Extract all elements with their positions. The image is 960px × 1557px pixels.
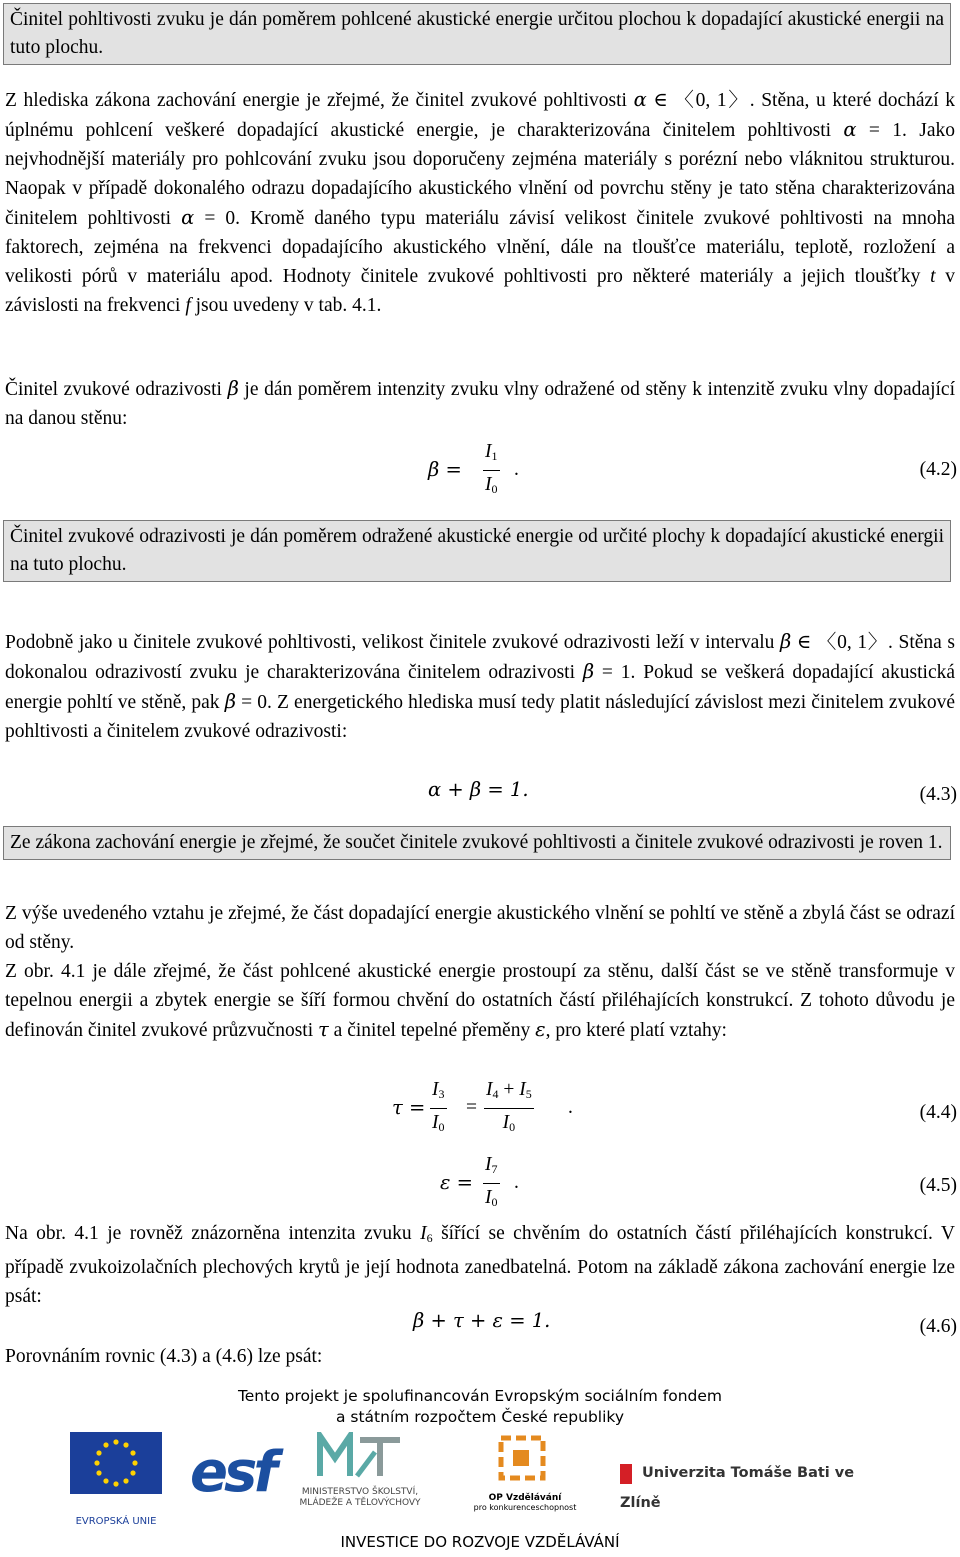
op-label-line2: pro konkurenceschopnost (473, 1503, 577, 1512)
paragraph-vibration: Na obr. 4.1 je rovněž znázorněna intenzita zvuku $I_6$ šířící se chvěním do ostatních částí přiléhajících konstrukcí. V případě zvukoizolačních plechových krytů je její hodnota zanedbatelná. Potom na základě zákona zachování energie lze psát: (5, 1223, 955, 1307)
op-logo (470, 1432, 580, 1512)
msmt-logo (285, 1432, 435, 1512)
esf-mark: esf (190, 1440, 274, 1505)
utb-label: Univerzita Tomáše Bati ve Zlíně (620, 1465, 855, 1512)
msmt-label-line1: MINISTERSTVO ŠKOLSTVÍ, (301, 1487, 419, 1497)
paragraph-absorption: Z hlediska zákona zachování energie je zřejmé, že činitel zvukové pohltivosti α ∈ 〈0, 1〉. Stěna, u které dochází k úplnému pohlcení veškeré dopadající akustické energie, je charakterizována činitelem pohltivosti α = 1. Jako nejvhodnější materiály pro pohlcování zvuku jsou doporučeny zejména materiály s porézní nebo vláknitou strukturou. Naopak v případě dokonalého odrazu dopadajícího akustického vlnění od povrchu stěny je tato stěna charakterizována činitelem pohltivosti α = 0. Kromě daného typu materiálu závisí velikost činitele zvukové pohltivosti na mnoha faktorech, zejména na frekvenci dopadajícího akustického vlnění, dále na tloušťce materiálu, teplotě, rozložení a velikosti pórů v materiálu apod. Hodnoty činitele zvukové pohltivosti pro některé materiály a jejich tloušťky t v závislosti na frekvenci f jsou uvedeny v tab. 4.1. (5, 88, 956, 316)
op-label-line1: OP Vzdělávání (488, 1493, 562, 1503)
paragraph-energy-split: Z výše uvedeného vztahu je zřejmé, že část dopadající energie akustického vlnění se pohltí ve stěně a zbylá část se odrazí od stěny. (5, 903, 955, 953)
equation-label: (4.2) (919, 459, 957, 480)
definition-box-absorption (3, 3, 951, 65)
equation-4-4: τ = $\frac{I_3}{I_0}$ = $\frac{I_4 + I_5}{I_0}$ . (4.4) (0, 1076, 960, 1136)
msmt-symbol-icon (315, 1432, 405, 1478)
msmt-label-line2: MLÁDEŽE A TĚLOVÝCHOVY (299, 1498, 421, 1508)
tau-symbol: τ (318, 1018, 329, 1041)
paragraph-reflection-range: Podobně jako u činitele zvukové pohltivosti, velikost činitele zvukové odrazivosti leží v intervalu β ∈ 〈0, 1〉. Stěna s dokonalou odrazivostí zvuku je charakterizována činitelem odrazivosti β = 1. Pokud se veškerá dopadající akustická energie pohltí ve stěně, pak β = 0. Z energetického hlediska musí tedy platit následující závislost mezi činitelem zvukové pohltivosti a činitelem zvukové odrazivosti: (5, 630, 956, 742)
footer-funding-line1: Tento projekt je spolufinancován Evropským sociálním fondem (237, 1387, 723, 1405)
utb-mark-icon (620, 1464, 632, 1484)
equation-4-6: β + τ + ε = 1. (4.6) (413, 1309, 957, 1337)
definition-box-sum: Ze zákona zachování energie je zřejmé, že součet činitele zvukové pohltivosti a činitele zvukové odrazivosti je roven 1. (3, 826, 951, 860)
op-symbol-icon (495, 1432, 555, 1484)
paragraph-transmission: Z obr. 4.1 je dále zřejmé, že část pohlcené akustické energie prostoupí za stěnu, další část se ve stěně transformuje v tepelnou energii a zbytek energie se šíří formou chvění do ostatních částí přiléhajících konstrukcí. Z tohoto důvodu je definován činitel zvukové průzvučnosti τ a činitel tepelné přeměny ε, pro které platí vztahy: (5, 961, 955, 1041)
equation-4-2: β = $\frac{I_1}{I_0}$ . (4.2) (0, 438, 960, 498)
paragraph-comparison: Porovnáním rovnic (4.3) a (4.6) lze psát: (5, 1346, 323, 1367)
beta-symbol: β (227, 377, 239, 400)
eu-flag-icon (70, 1432, 162, 1494)
eu-label: EVROPSKÁ UNIE (75, 1516, 157, 1527)
alpha-symbol: α (633, 88, 647, 111)
esf-logo (190, 1440, 274, 1510)
paragraph-reflection: Činitel zvukové odrazivosti β je dán poměrem intenzity zvuku vlny odražené od stěny k intenzitě zvuku vlny dopadající na danou stěnu: (5, 377, 955, 429)
footer-funding-line2: a státním rozpočtem České republiky (335, 1408, 625, 1426)
equation-4-5: ε = $\frac{I_7}{I_0}$ . (4.5) (0, 1151, 960, 1211)
utb-logo (620, 1458, 870, 1512)
footer-investment-slogan: INVESTICE DO ROZVOJE VZDĚLÁVÁNÍ (340, 1533, 620, 1551)
definition-box-reflection: Činitel zvukové odrazivosti je dán poměrem odražené akustické energie od určité plochy k dopadající akustické energii na tuto plochu. (3, 520, 951, 582)
equation-4-3: α + β = 1. (4.3) (428, 778, 957, 805)
eu-flag-logo (70, 1432, 162, 1527)
definition-text: Činitel pohltivosti zvuku je dán poměrem pohlcené akustické energie určitou plochou k dopadající akustické energii na tuto plochu. (10, 9, 944, 58)
epsilon-symbol: ε (535, 1018, 546, 1041)
